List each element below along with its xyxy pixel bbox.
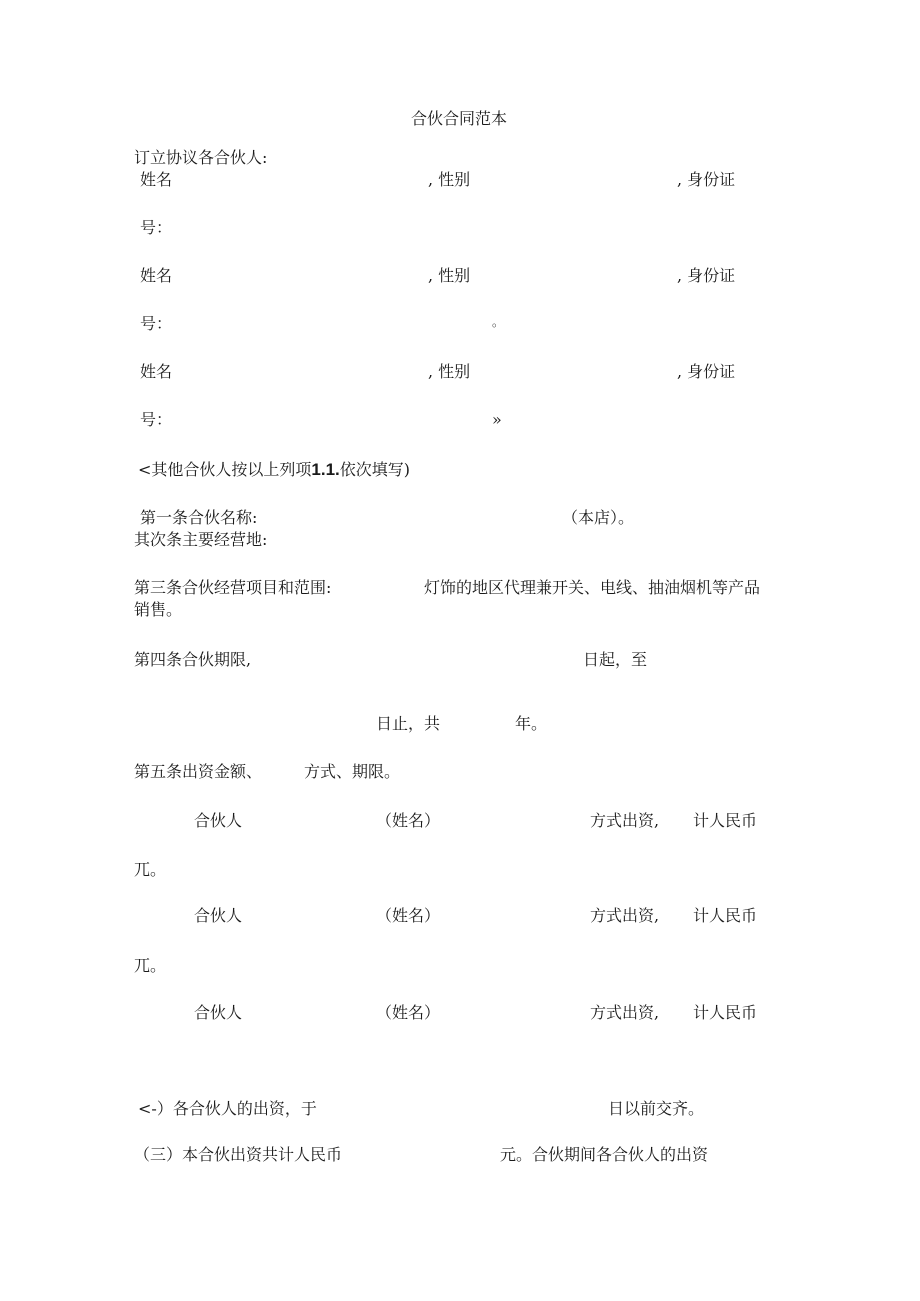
article-1-suffix: （本店）。 [562, 508, 635, 527]
article-2-label: 其次条主要经营地: [134, 530, 268, 549]
contrib-3-partner: 合伙人 [194, 1003, 243, 1022]
partner-2-end-mark: 。 [492, 315, 505, 329]
partner-1-id-label: , 身份证 [677, 170, 736, 189]
article-4-label: 第四条合伙期限, [134, 650, 252, 669]
other-partners-open: <其他合伙人按以上列项 [138, 460, 312, 479]
contrib-2-name: （姓名） [376, 906, 441, 925]
partner-3-end-mark: » [492, 410, 502, 429]
article-5-label-2: 方式、期限。 [304, 762, 401, 781]
article-3-label: 第三条合伙经营项目和范围: [134, 578, 332, 597]
partner-1-gender-label: , 性别 [428, 170, 471, 189]
contrib-2-method: 方式出资, [590, 906, 660, 925]
partner-2-id-no-label: 号： [140, 314, 173, 333]
partner-3-name-label: 姓名 [140, 362, 173, 381]
other-partners-close: 依次填写) [339, 460, 411, 479]
partner-1-name-label: 姓名 [140, 170, 173, 189]
page-title: 合伙合同范本 [411, 109, 508, 128]
article-3-content: 灯饰的地区代理兼开关、电线、抽油烟机等产品 [424, 578, 761, 597]
contrib-1-name: （姓名） [376, 811, 441, 830]
contrib-2-partner: 合伙人 [194, 906, 243, 925]
contrib-3-method: 方式出资, [590, 1003, 660, 1022]
article-1-label: 第一条合伙名称: [140, 508, 258, 527]
article-5-label: 第五条出资金额、 [134, 762, 263, 781]
partner-2-name-label: 姓名 [140, 266, 173, 285]
contrib-2-unit: 兀。 [134, 956, 167, 975]
partner-1-id-no-label: 号： [140, 218, 173, 237]
partner-3-id-no-label: 号： [140, 410, 173, 429]
contrib-3-name: （姓名） [376, 1003, 441, 1022]
partner-3-gender-label: , 性别 [428, 362, 471, 381]
article-3-continuation: 销售。 [134, 600, 183, 619]
other-partners-num: 1.1. [311, 460, 340, 479]
contrib-3-total: 计人民币 [693, 1003, 758, 1022]
contrib-1-unit: 兀。 [134, 860, 167, 879]
intro-text: 订立协议各合伙人: [134, 148, 268, 167]
partner-3-id-label: , 身份证 [677, 362, 736, 381]
article-4-years: 年。 [515, 714, 548, 733]
clause-b: （三）本合伙出资共计人民币 [134, 1145, 343, 1164]
article-4-from: 日起，至 [583, 650, 648, 669]
contrib-2-total: 计人民币 [693, 906, 758, 925]
other-partners-note [138, 460, 410, 480]
partner-2-gender-label: , 性别 [428, 266, 471, 285]
clause-b-end: 元。合伙期间各合伙人的出资 [500, 1145, 709, 1164]
partner-2-id-label: , 身份证 [677, 266, 736, 285]
contrib-1-method: 方式出资, [590, 811, 660, 830]
contrib-1-partner: 合伙人 [194, 811, 243, 830]
contrib-1-total: 计人民币 [693, 811, 758, 830]
clause-a-end: 日以前交齐。 [608, 1099, 705, 1118]
clause-a: <-）各合伙人的出资，于 [138, 1099, 317, 1118]
article-4-until: 日止，共 [376, 714, 441, 733]
